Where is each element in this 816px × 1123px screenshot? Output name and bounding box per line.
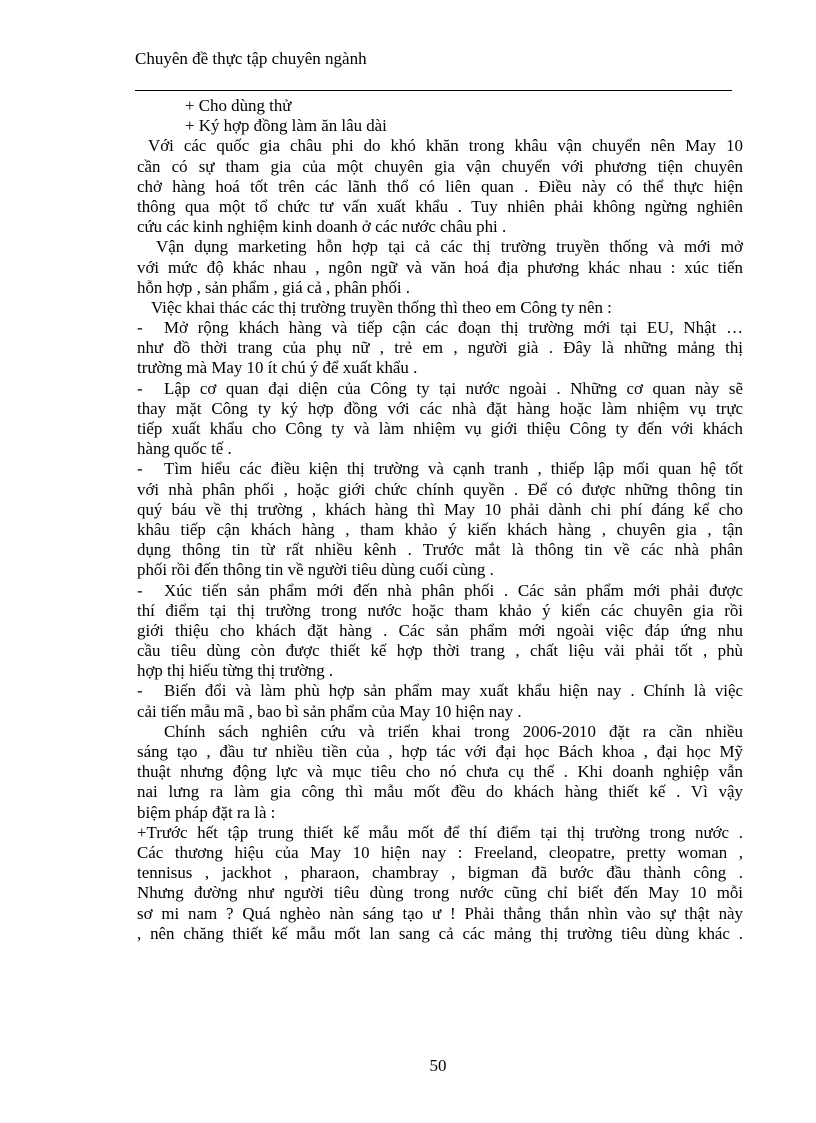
text-line	[137, 136, 743, 156]
text-line-content: thí điểm tại thị trường trong nước hoặc tham khảo ý kiến các chuyên gia rồi	[137, 600, 743, 620]
list-dash: -	[137, 459, 143, 479]
text-line	[137, 661, 743, 681]
text-line	[137, 258, 743, 278]
text-line	[137, 540, 743, 560]
text-line-content: phối rồi đến thông tin về người tiêu dùng cuối cùng .	[137, 560, 494, 580]
text-line-content: Tìm hiểu các điều kiện thị trường và cạnh tranh , thiếp lập mối quan hệ tốt	[164, 459, 743, 479]
text-line-content: thông qua một tổ chức tư vấn xuất khẩu . Tuy nhiên phải không ngừng nghiên	[137, 196, 743, 216]
text-line	[137, 278, 743, 298]
text-line-content: quý báu về thị trường , khách hàng thì May 10 phải dành chi phí đáng kể cho	[137, 499, 743, 519]
text-line-content: hàng quốc tế .	[137, 439, 232, 459]
text-line-content: sáng tạo , đầu tư nhiều tiền của , hợp tác với đại học Bách khoa , đại học Mỹ	[137, 742, 743, 761]
text-line-content: Chính sách nghiên cứu và triển khai trong 2006-2010 đặt ra cần nhiều	[164, 721, 743, 741]
text-line-content: hỗn hợp , sản phẩm , giá cả , phân phối .	[137, 277, 411, 297]
list-dash: -	[137, 318, 143, 338]
body-text	[137, 96, 743, 944]
text-line-content: thay mặt Công ty ký hợp đồng với các nhà đặt hàng hoặc làm nhiệm vụ trực	[137, 398, 743, 418]
text-line	[137, 782, 743, 802]
text-line	[137, 419, 743, 439]
text-line	[137, 904, 743, 924]
text-line	[137, 197, 743, 217]
text-line	[137, 96, 743, 116]
text-line	[137, 722, 743, 742]
text-line	[137, 863, 743, 883]
text-line	[137, 237, 743, 257]
text-line	[137, 621, 743, 641]
text-line	[137, 803, 743, 823]
text-line-content: hợp thị hiếu từng thị trường .	[137, 661, 334, 681]
text-line-content: chở hàng hoá tốt trên các lãnh thổ có liên quan . Điều này có thể thực hiện	[137, 176, 743, 196]
text-line	[137, 338, 743, 358]
text-line	[137, 560, 743, 580]
text-line-content: Lập cơ quan đại diện của Công ty tại nước ngoài . Những cơ quan này sẽ	[164, 378, 743, 398]
text-line	[137, 358, 743, 378]
text-line-content: cần có sự tham gia của một chuyên gia vận chuyển với phương tiện chuyên	[137, 156, 743, 176]
text-line-content: sơ mi nam ? Quá nghèo nàn sáng tạo ư ! Phải thẳng thắn nhìn vào sự thật này	[137, 903, 743, 923]
text-line	[137, 843, 743, 863]
text-line	[137, 298, 743, 318]
list-dash: -	[137, 580, 143, 600]
text-line	[137, 116, 743, 136]
text-line-content: khâu tiếp cận khách hàng , tham khảo ý kiến khách hàng , chuyên gia , tận	[137, 519, 743, 539]
text-line	[137, 641, 743, 661]
text-line	[137, 379, 743, 399]
text-line	[137, 601, 743, 621]
text-line-content: Nhưng đường như người tiêu dùng trong nước cũng chỉ biết đến May 10 mỗi	[137, 883, 743, 903]
text-line-content: tennisus , jackhot , pharaon, chambray , bigman đã bước đầu thành công .	[137, 863, 743, 883]
text-line-content: , nên chăng thiết kế mẫu mốt lan sang cả các mảng thị trường tiêu dùng khác .	[137, 923, 743, 943]
text-line-content: trường mà May 10 ít chú ý để xuất khẩu .	[137, 358, 418, 378]
text-line	[137, 157, 743, 177]
text-line	[137, 702, 743, 722]
text-line-content: Việc khai thác các thị trường truyền thống thì theo em Công ty nên :	[151, 297, 612, 317]
text-line	[137, 924, 743, 944]
text-line	[137, 742, 743, 762]
text-line	[137, 762, 743, 782]
text-line-content: như đồ thời trang của phụ nữ , trẻ em , người già . Đây là những mảng thị	[137, 338, 743, 358]
text-line	[137, 581, 743, 601]
text-line-content: giới thiệu cho khách đặt hàng . Các sản phẩm mới ngoài việc đáp ứng nhu	[137, 620, 743, 640]
text-line-content: +Trước hết tập trung thiết kế mẫu mốt để thí điểm tại thị trường trong nước .	[137, 822, 743, 842]
text-line-content: với mức độ khác nhau , ngôn ngữ và văn hoá địa phương khác nhau : xúc tiến	[137, 257, 743, 277]
text-line	[137, 177, 743, 197]
text-line	[137, 439, 743, 459]
text-line	[137, 318, 743, 338]
text-line-content: cứu các kinh nghiệm kinh doanh ở các nước châu phi .	[137, 217, 507, 237]
text-line-content: với nhà phân phối , hoặc giới chức chính quyền . Để có được những thông tin	[137, 479, 743, 499]
text-line	[137, 520, 743, 540]
text-line	[137, 480, 743, 500]
text-line-content: nai lưng ra làm gia công thì mẫu mốt đều do khách hàng thiết kế . Vì vậy	[137, 782, 743, 802]
list-dash: -	[137, 378, 143, 398]
text-line-content: Các thương hiệu của May 10 hiện nay : Freeland, cleopatre, pretty woman ,	[137, 842, 743, 862]
text-line-content: + Cho dùng thử	[185, 96, 292, 115]
text-line-content: cầu tiêu dùng còn được thiết kế hợp thời trang , chất liệu vải phải tốt , phù	[137, 641, 743, 661]
page-header-title: Chuyên đề thực tập chuyên ngành	[135, 49, 367, 68]
text-line	[137, 500, 743, 520]
header-divider	[135, 90, 732, 91]
text-line-content: biệm pháp đặt ra là :	[137, 802, 276, 822]
text-line	[137, 217, 743, 237]
text-line	[137, 823, 743, 843]
text-line-content: dụng thông tin từ rất nhiều kênh . Trước mắt là thông tin về các nhà phân	[137, 540, 743, 560]
text-line-content: tiếp xuất khẩu cho Công ty và làm nhiệm vụ giới thiệu Công ty đến với khách	[137, 419, 743, 438]
text-line	[137, 681, 743, 701]
text-line	[137, 883, 743, 903]
list-dash: -	[137, 681, 143, 701]
text-line-content: Vận dụng marketing hỗn hợp tại cả các thị trường truyền thống và mới mở	[156, 237, 743, 257]
text-line-content: Với các quốc gia châu phi do khó khăn trong khâu vận chuyển nên May 10	[148, 136, 743, 156]
text-line-content: Xúc tiến sản phẩm mới đến nhà phân phối . Các sản phẩm mới phải được	[164, 580, 743, 600]
text-line-content: Biến đổi và làm phù hợp sản phẩm may xuất khẩu hiện nay . Chính là việc	[164, 681, 743, 701]
text-line-content: thuật nhưng động lực và mục tiêu cho nó chưa cụ thể . Khi doanh nghiệp vẫn	[137, 762, 743, 782]
text-line-content: + Ký hợp đồng làm ăn lâu dài	[185, 116, 387, 136]
text-line-content: cải tiến mẫu mã , bao bì sản phẩm của May 10 hiện nay .	[137, 701, 522, 721]
text-line	[137, 399, 743, 419]
text-line	[137, 459, 743, 479]
text-line-content: Mở rộng khách hàng và tiếp cận các đoạn thị trường mới tại EU, Nhật …	[164, 318, 743, 338]
page-number: 50	[429, 1056, 447, 1075]
